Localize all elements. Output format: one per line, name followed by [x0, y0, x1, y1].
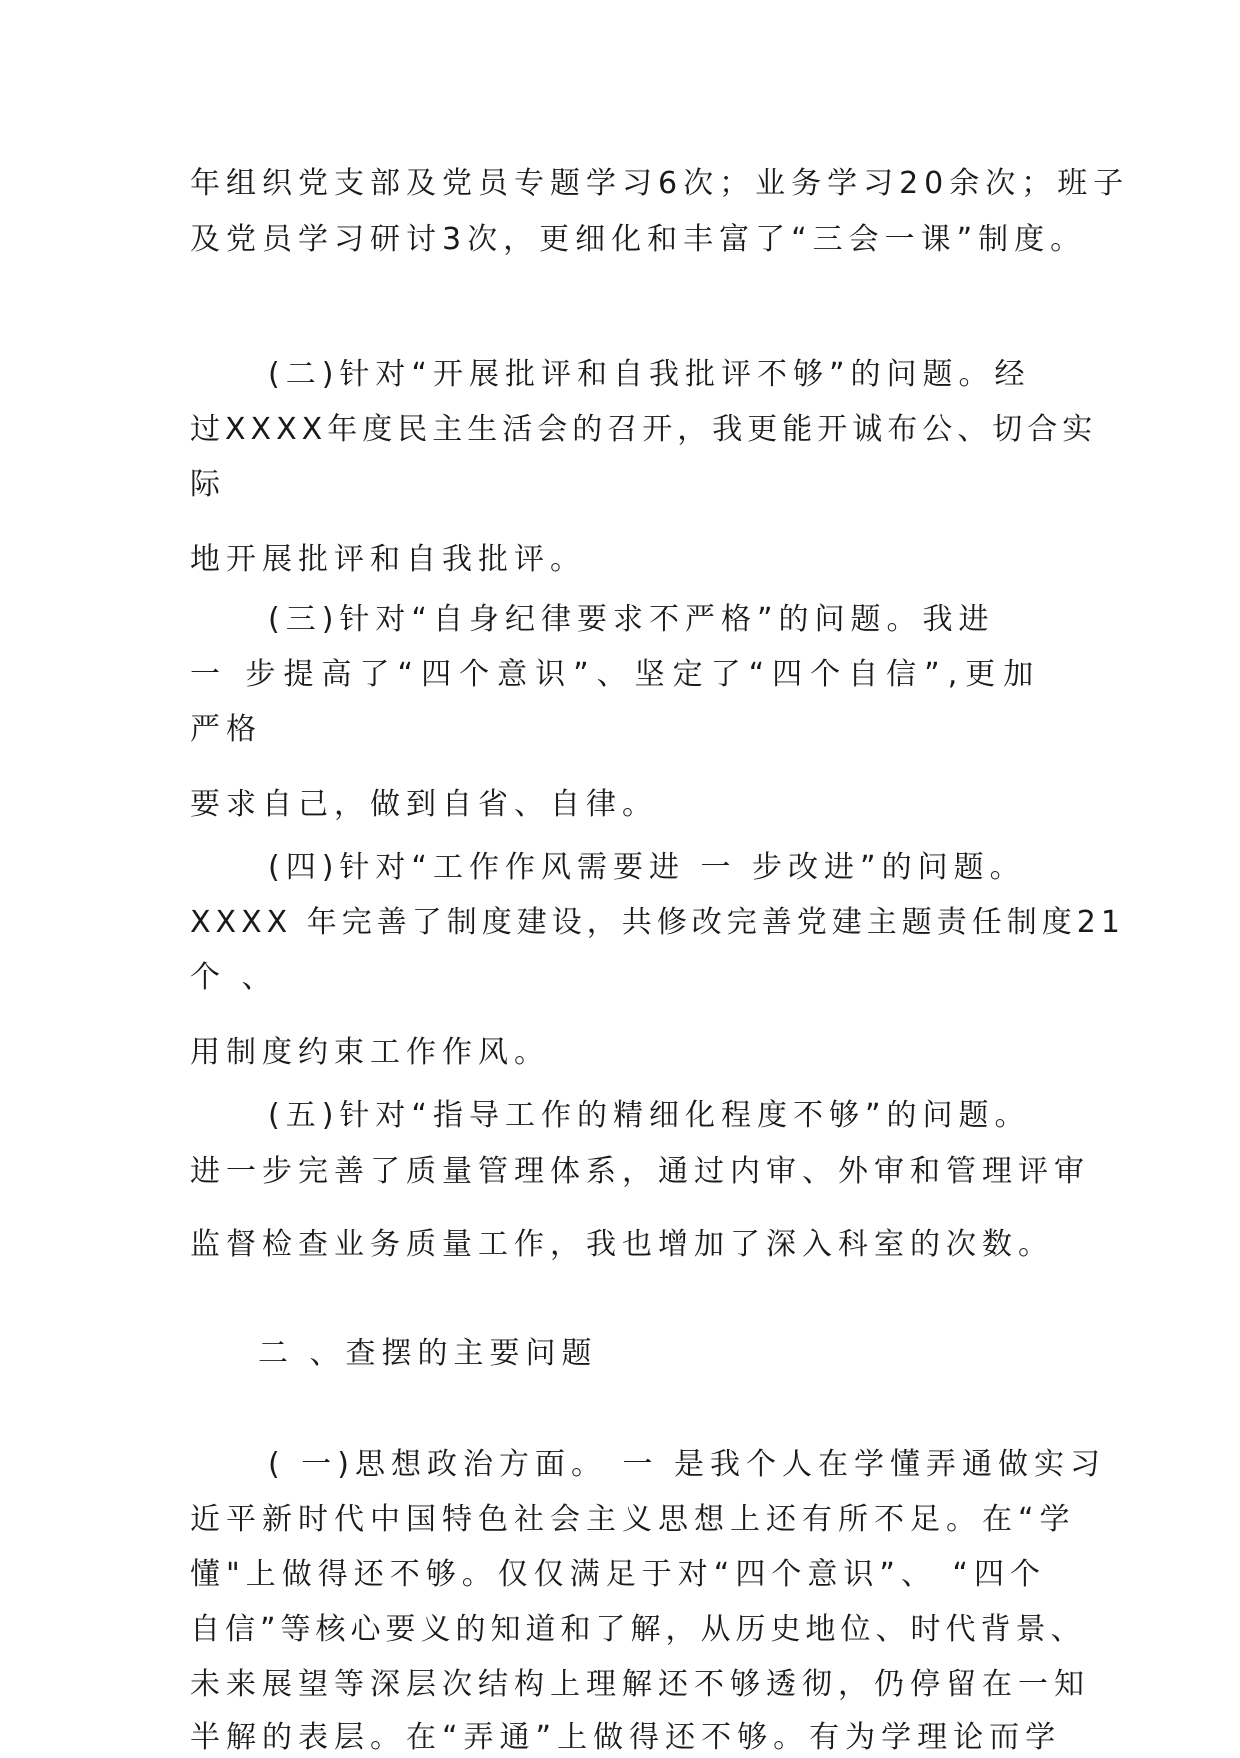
paragraph-6-line-5: 未来展望等深层次结构上理解还不够透彻，仍停留在一知 — [190, 1667, 1090, 1702]
paragraph-2-line-4: 地开展批评和自我批评。 — [190, 542, 586, 577]
paragraph-5-line-3: 监督检查业务质量工作，我也增加了深入科室的次数。 — [190, 1227, 1054, 1262]
paragraph-3-line-1: (三)针对“自身纪律要求不严格”的问题。我进 — [268, 602, 995, 637]
paragraph-4-line-1: (四)针对“工作作风需要进 一 步改进”的问题。 — [268, 850, 1026, 885]
paragraph-6-line-1: ( 一)思想政治方面。 一 是我个人在学懂弄通做实习 — [268, 1447, 1107, 1482]
section-heading: 二 、查摆的主要问题 — [258, 1336, 598, 1371]
paragraph-2-line-1: (二)针对“开展批评和自我批评不够”的问题。经 — [268, 357, 1031, 392]
paragraph-6-line-4: 自信”等核心要义的知道和了解，从历史地位、时代背景、 — [190, 1612, 1086, 1647]
paragraph-3-line-2: 一 步提高了“四个意识”、坚定了“四个自信”,更加 — [190, 657, 1042, 692]
paragraph-4-line-4: 用制度约束工作作风。 — [190, 1035, 550, 1070]
paragraph-5-line-2: 进一步完善了质量管理体系，通过内审、外审和管理评审 — [190, 1154, 1090, 1189]
paragraph-6-line-3: 懂"上做得还不够。仅仅满足于对“四个意识”、 “四个 — [190, 1557, 1046, 1592]
paragraph-2-line-2: 过XXXX年度民主生活会的召开，我更能开诚布公、切合实 — [190, 412, 1098, 447]
paragraph-3-line-3: 严格 — [190, 712, 262, 747]
paragraph-5-line-1: (五)针对“指导工作的精细化程度不够”的问题。 — [268, 1098, 1031, 1133]
body-line-1: 年组织党支部及党员专题学习6次；业务学习20余次；班子 — [190, 166, 1130, 201]
paragraph-6-line-6: 半解的表层。在“弄通”上做得还不够。有为学理论而学 — [190, 1720, 1062, 1755]
paragraph-3-line-4: 要求自己，做到自省、自律。 — [190, 787, 658, 822]
paragraph-4-line-2: XXXX 年完善了制度建设，共修改完善党建主题责任制度21 — [190, 905, 1125, 940]
paragraph-4-line-3: 个 、 — [190, 960, 278, 995]
paragraph-6-line-2: 近平新时代中国特色社会主义思想上还有所不足。在“学 — [190, 1502, 1076, 1537]
body-line-2: 及党员学习研讨3次，更细化和丰富了“三会一课”制度。 — [190, 222, 1087, 257]
paragraph-2-line-3: 际 — [190, 467, 226, 502]
